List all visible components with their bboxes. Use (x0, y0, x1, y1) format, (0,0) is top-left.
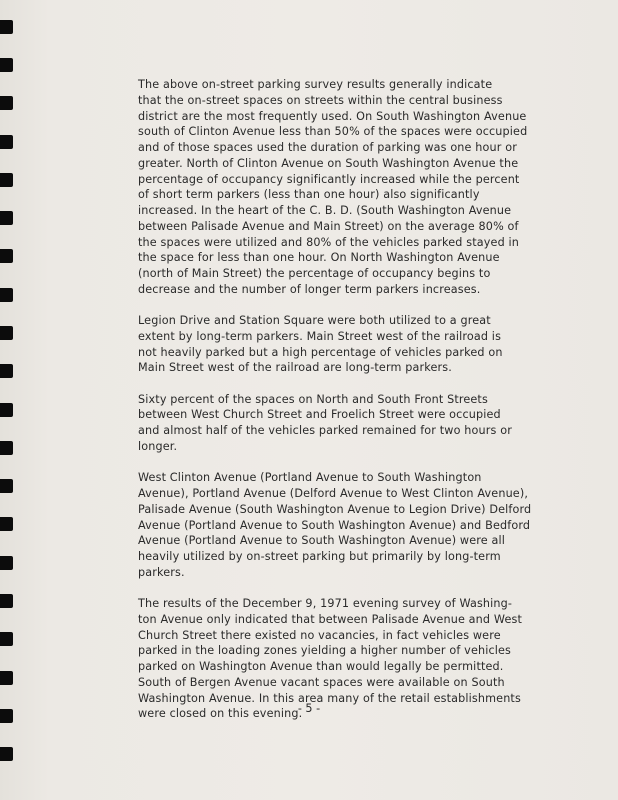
body-text (138, 77, 558, 738)
binding-holes (0, 0, 16, 800)
binding-hole (0, 517, 13, 531)
binding-hole (0, 364, 13, 378)
binding-hole (0, 632, 13, 646)
binding-hole (0, 747, 13, 761)
binding-hole (0, 326, 13, 340)
binding-hole (0, 441, 13, 455)
binding-hole (0, 173, 13, 187)
binding-hole (0, 96, 13, 110)
binding-hole (0, 479, 13, 493)
binding-hole (0, 671, 13, 685)
paragraph-front-streets: Sixty percent of the spaces on North and South Front Streets between West Church Street and Froelich Street were occupied and almost half of the vehicles parked remained for two hours or longer. (138, 392, 512, 453)
binding-hole (0, 135, 13, 149)
page-number: - 5 - (297, 702, 321, 715)
paragraph-evening-survey: The results of the December 9, 1971 evening survey of Washing- ton Avenue only indicated that between Palisade Avenue and West Church Street there existed no vacancies, in fact vehicles were parked in the loading zones yielding a higher number of vehicles parked on Washington Avenue than would legally be permitted. South of Bergen Avenue vacant spaces were available on South Washington Avenue. In this area many of the retail establishments were closed on this evening. (138, 597, 522, 721)
paragraph-legion-drive: Legion Drive and Station Square were both utilized to a great extent by long-term parkers. Main Street west of the railroad is not heavily parked but a high percentage of vehicles parked on Main Street west of the railroad are long-term parkers. (138, 314, 503, 375)
paragraph-on-street-survey: The above on-street parking survey results generally indicate that the on-street spaces on streets within the central business district are the most frequently used. On South Washington Avenue south of Clinton Avenue less than 50% of the spaces were occupied and of those spaces used the duration of parking was one hour or greater. North of Clinton Avenue on South Washington Avenue the percentage of occupancy significantly increased while the percent of short term parkers (less than one hour) also significantly increased. In the heart of the C. B. D. (South Washington Avenue between Palisade Avenue and Main Street) on the average 80% of the spaces were utilized and 80% of the vehicles parked stayed in the space for less than one hour. On North Washington Avenue (north of Main Street) the percentage of occupancy begins to decrease and the number of longer term parkers increases. (138, 78, 528, 296)
binding-hole (0, 20, 13, 34)
binding-hole (0, 211, 13, 225)
binding-hole (0, 288, 13, 302)
binding-hole (0, 58, 13, 72)
binding-hole (0, 249, 13, 263)
binding-hole (0, 594, 13, 608)
paragraph-west-clinton: West Clinton Avenue (Portland Avenue to South Washington Avenue), Portland Avenue (Delford Avenue to West Clinton Avenue), Palisade Avenue (South Washington Avenue to Legion Drive) Delford Avenue (Portland Avenue to South Washington Avenue) and Bedford Avenue (Portland Avenue to South Washington Avenue) were all heavily utilized by on-street parking but primarily by long-term parkers. (138, 471, 532, 579)
binding-hole (0, 556, 13, 570)
binding-hole (0, 403, 13, 417)
